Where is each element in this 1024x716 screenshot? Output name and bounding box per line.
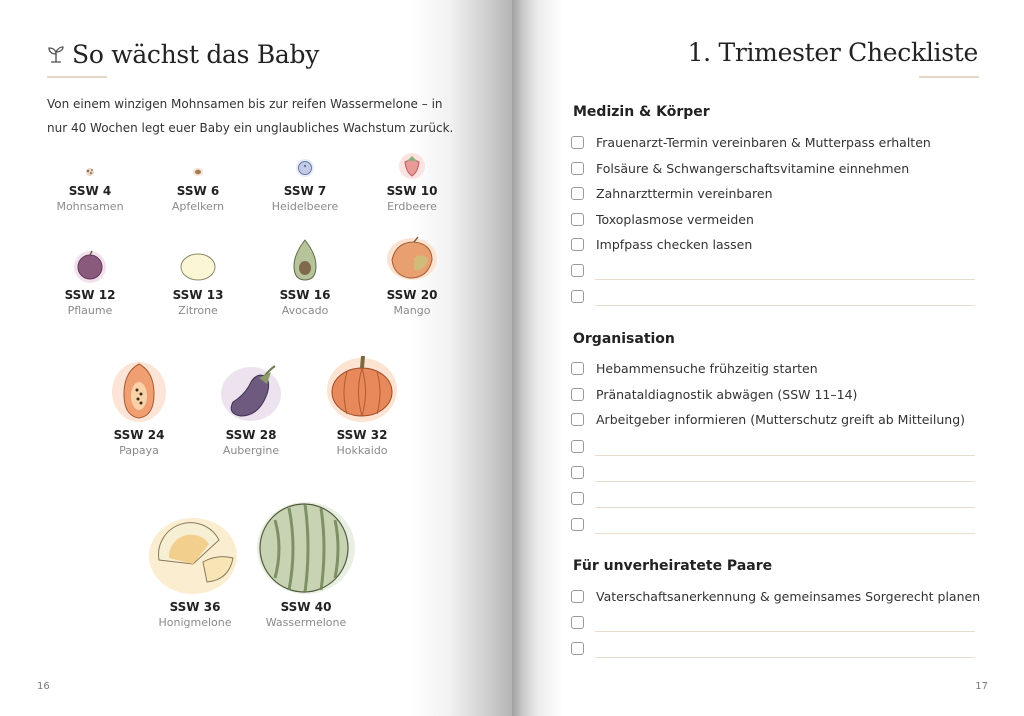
page-title: So wächst das Baby — [72, 40, 320, 69]
checklist-blank-item — [571, 260, 975, 280]
fruit-name: Apfelkern — [171, 200, 225, 213]
item-label: Toxoplasmose vermeiden — [596, 211, 754, 227]
write-in-line[interactable] — [595, 462, 975, 482]
checkbox[interactable] — [571, 264, 584, 277]
blueberry-icon — [293, 156, 317, 180]
plum-icon — [72, 248, 108, 284]
item-label: Arbeitgeber informieren (Mutterschutz greift ab Mitteilung) — [596, 411, 966, 427]
checklist-blank-item — [571, 488, 975, 508]
fruit-week: SSW 10 — [386, 184, 438, 198]
papaya-icon — [110, 358, 168, 424]
checklist-item — [571, 183, 773, 203]
fruit-week: SSW 20 — [386, 288, 438, 302]
write-in-line[interactable] — [595, 286, 975, 306]
checkbox[interactable] — [571, 642, 584, 655]
write-in-line[interactable] — [595, 638, 975, 658]
checklist-blank-item — [571, 638, 975, 658]
section-heading: Medizin & Körper — [573, 104, 710, 120]
checkbox[interactable] — [571, 466, 584, 479]
fruit-name: Mango — [393, 304, 431, 317]
page-title: 1. Trimester Checkliste — [687, 38, 978, 67]
eggplant-icon — [219, 358, 283, 424]
mango-icon — [384, 234, 440, 284]
fruit-card — [357, 234, 467, 317]
checklist-blank-item — [571, 286, 975, 306]
section-heading: Für unverheiratete Paare — [573, 558, 773, 574]
fruit-name: Wassermelone — [265, 616, 347, 629]
checklist-item — [571, 158, 909, 178]
fruit-week: SSW 16 — [279, 288, 331, 302]
checklist-item — [571, 358, 818, 378]
fruit-name: Papaya — [119, 444, 159, 457]
fruit-name: Hokkaido — [336, 444, 388, 457]
fruit-week: SSW 13 — [172, 288, 224, 302]
title-underline — [47, 76, 107, 78]
checkbox[interactable] — [571, 238, 584, 251]
item-label: Impfpass checken lassen — [596, 236, 753, 252]
item-label: Frauenarzt-Termin vereinbaren & Mutterpass erhalten — [596, 134, 931, 150]
item-label: Hebammensuche frühzeitig starten — [596, 360, 818, 376]
checklist-blank-item — [571, 462, 975, 482]
checkbox[interactable] — [571, 413, 584, 426]
fruit-name: Erdbeere — [387, 200, 437, 213]
checklist-item — [571, 409, 965, 429]
fruit-card — [143, 160, 253, 213]
fruit-week: SSW 6 — [176, 184, 220, 198]
write-in-line[interactable] — [595, 612, 975, 632]
fruit-card — [84, 358, 194, 457]
checkbox[interactable] — [571, 187, 584, 200]
checkbox[interactable] — [571, 362, 584, 375]
fruit-card — [140, 510, 250, 629]
fruit-week: SSW 12 — [64, 288, 116, 302]
fruit-name: Honigmelone — [158, 616, 232, 629]
page-number: 17 — [975, 681, 988, 692]
checklist-blank-item — [571, 612, 975, 632]
fruit-name: Mohnsamen — [56, 200, 124, 213]
item-label: Zahnarzttermin vereinbaren — [596, 185, 773, 201]
sprout-icon — [47, 43, 65, 63]
write-in-line[interactable] — [595, 436, 975, 456]
item-label: Vaterschaftsanerkennung & gemeinsames Sorgerecht planen — [596, 588, 981, 604]
checklist-item — [571, 234, 752, 254]
section-heading: Organisation — [573, 331, 675, 347]
item-label: Pränataldiagnostik abwägen (SSW 11–14) — [596, 386, 858, 402]
checklist-item — [571, 586, 980, 606]
fruit-week: SSW 36 — [169, 600, 221, 614]
checkbox[interactable] — [571, 213, 584, 226]
checkbox[interactable] — [571, 440, 584, 453]
fruit-card — [250, 236, 360, 317]
checkbox[interactable] — [571, 616, 584, 629]
fruit-week: SSW 7 — [283, 184, 327, 198]
fruit-week: SSW 28 — [225, 428, 277, 442]
write-in-line[interactable] — [595, 260, 975, 280]
avocado-icon — [285, 236, 325, 284]
fruit-card — [357, 148, 467, 213]
fruit-week: SSW 24 — [113, 428, 165, 442]
checkbox[interactable] — [571, 388, 584, 401]
fruit-card — [251, 500, 361, 629]
checkbox[interactable] — [571, 492, 584, 505]
fruit-name: Zitrone — [178, 304, 218, 317]
checkbox[interactable] — [571, 518, 584, 531]
intro-text: Von einem winzigen Mohnsamen bis zur reifen Wassermelone – in nur 40 Wochen legt euer Baby ein unglaubliches Wachstum zurück. — [47, 97, 454, 135]
checkbox[interactable] — [571, 162, 584, 175]
fruit-week: SSW 40 — [280, 600, 332, 614]
fruit-week: SSW 4 — [68, 184, 112, 198]
fruit-card — [196, 358, 306, 457]
checkbox[interactable] — [571, 136, 584, 149]
write-in-line[interactable] — [595, 488, 975, 508]
apple-seed-icon — [188, 160, 208, 180]
fruit-card — [35, 160, 145, 213]
fruit-card — [307, 348, 417, 457]
fruit-card — [35, 248, 145, 317]
fruit-name: Pflaume — [67, 304, 113, 317]
checklist-item — [571, 384, 857, 404]
fruit-name: Avocado — [281, 304, 329, 317]
watermelon-icon — [255, 500, 357, 596]
fruit-week: SSW 32 — [336, 428, 388, 442]
fruit-name: Heidelbeere — [271, 200, 339, 213]
strawberry-icon — [396, 148, 428, 180]
checkbox[interactable] — [571, 590, 584, 603]
title-underline — [919, 76, 979, 78]
page-number: 16 — [37, 681, 50, 692]
item-label: Folsäure & Schwangerschaftsvitamine einnehmen — [596, 160, 910, 176]
checklist-item — [571, 132, 931, 152]
lemon-icon — [178, 248, 218, 284]
fruit-name: Aubergine — [222, 444, 280, 457]
write-in-line[interactable] — [595, 514, 975, 534]
pumpkin-icon — [325, 348, 399, 424]
honeydew-melon-icon — [147, 510, 243, 596]
fruit-card — [143, 248, 253, 317]
checklist-blank-item — [571, 514, 975, 534]
poppy-seed-icon — [80, 160, 100, 180]
fruit-card — [250, 156, 360, 213]
checklist-item — [571, 209, 754, 229]
checkbox[interactable] — [571, 290, 584, 303]
checklist-blank-item — [571, 436, 975, 456]
